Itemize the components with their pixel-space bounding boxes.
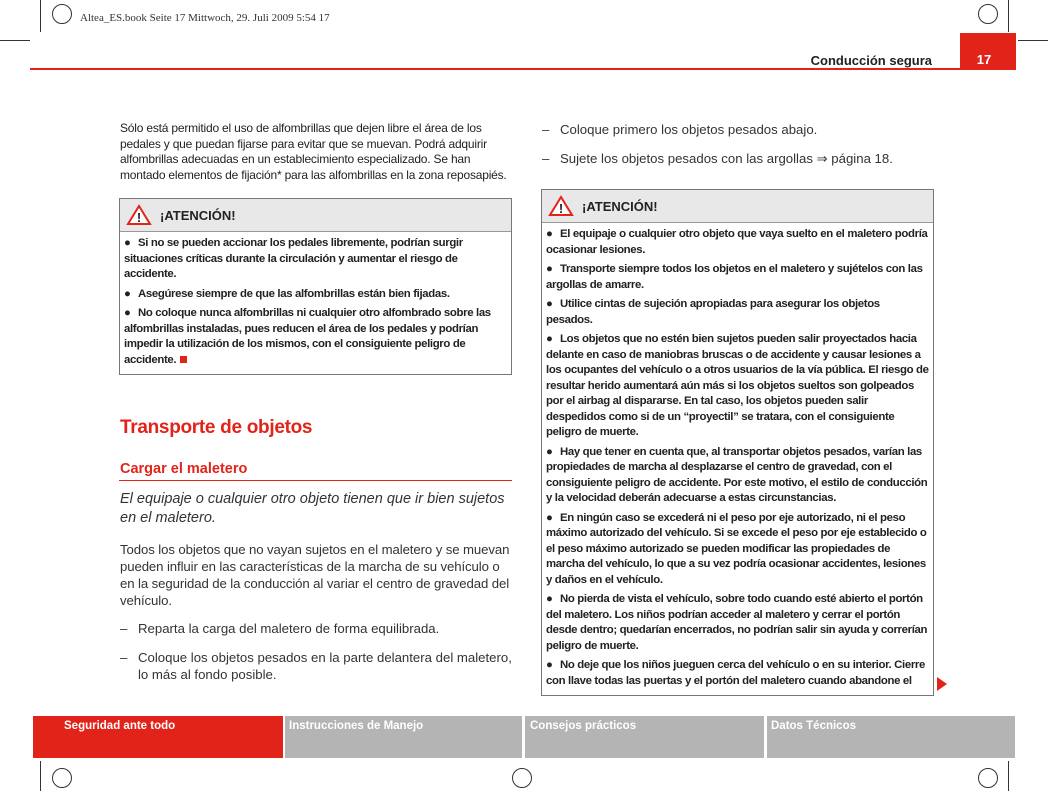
list-item: – Sujete los objetos pesados con las argollas ⇒ página 18. bbox=[542, 151, 893, 166]
list-item: – Coloque primero los objetos pesados abajo. bbox=[542, 122, 818, 137]
end-marker-icon bbox=[180, 356, 187, 363]
warning-item: ● No coloque nunca alfombrillas ni cualquier otro alfombrado sobre las alfombrillas instaladas, pues reducen el área de los pedales y podrían impedir la utilización de los mismos, con el consiguiente peligro de accidente. bbox=[124, 307, 491, 366]
body-paragraph: Todos los objetos que no vayan sujetos en el maletero y se muevan pueden influir en las características de la marcha de su vehículo o en la seguridad de la conducción al variar el centro de gravedad del vehículo. bbox=[120, 542, 510, 608]
warning-triangle-icon bbox=[126, 204, 152, 226]
warning-item: ● El equipaje o cualquier otro objeto que vaya suelto en el maletero podría ocasionar lesiones. bbox=[546, 228, 928, 256]
registration-mark-icon bbox=[52, 768, 72, 788]
section-heading: Transporte de objetos bbox=[120, 417, 313, 438]
print-slug: Altea_ES.book Seite 17 Mittwoch, 29. Juli 2009 5:54 17 bbox=[80, 12, 330, 24]
list-item: – Reparta la carga del maletero de forma equilibrada. bbox=[120, 621, 440, 636]
warning-box bbox=[119, 198, 512, 375]
page-number-text: 17 bbox=[976, 52, 992, 67]
lead-text: El equipaje o cualquier otro objeto tienen que ir bien sujetos en el maletero. bbox=[120, 491, 505, 526]
warning-item: ● Los objetos que no estén bien sujetos pueden salir proyectados hacia delante en caso de maniobras bruscas o de accidente y causar lesiones a los ocupantes del vehículo o a otros usuarios de la vía pública. El riesgo de resultar herido aumentará aún más si los objetos sueltos son golpeados por el airbag al dispararse. En tal caso, los objetos pueden salir despedidos como si de un “proyectil” se tratara, con el consiguiente peligro de muerte. bbox=[546, 333, 929, 438]
warning-item: ● No pierda de vista el vehículo, sobre todo cuando esté abierto el portón del maletero. Los niños podrían acceder al maletero y cerrar el portón desde dentro; quedarían encerrados, no podrían salir sin ayuda y correrían peligro de muerte. bbox=[546, 593, 928, 652]
crop-mark bbox=[40, 761, 41, 791]
svg-text:!: ! bbox=[558, 201, 564, 216]
warning-triangle-icon bbox=[548, 195, 574, 217]
crop-mark bbox=[1008, 761, 1009, 791]
subheading: Cargar el maletero bbox=[119, 461, 512, 481]
intro-paragraph: Sólo está permitido el uso de alfombrillas que dejen libre el área de los pedales y que puedan fijarse para evitar que se muevan. Podrá adquirir alfombrillas adecuadas en un establecimiento especializado. Se han montado elementos de fijación* para las alfombrillas en la zona reposapiés. bbox=[120, 121, 507, 182]
warning-item: ● En ningún caso se excederá ni el peso por eje autorizado, ni el peso máximo autorizado del vehículo. Si se excede el peso por eje establecido o el peso máximo autorizado se pueden modificar las propiedades de marcha del vehículo, lo que a su vez podría ocasionar accidentes, lesiones y daños en el vehículo. bbox=[546, 511, 927, 586]
footer-tabs bbox=[33, 716, 1048, 758]
footer-tab-instrucciones[interactable]: Instrucciones de Manejo bbox=[285, 716, 522, 758]
registration-mark-icon bbox=[978, 768, 998, 788]
right-column bbox=[541, 121, 934, 716]
warning-title: ¡ATENCIÓN! bbox=[582, 198, 658, 214]
left-column bbox=[119, 121, 512, 716]
warning-item: ● Asegúrese siempre de que las alfombrillas están bien fijadas. bbox=[124, 287, 450, 300]
warning-header bbox=[542, 190, 933, 223]
svg-text:!: ! bbox=[136, 210, 142, 225]
footer-tab-seguridad[interactable]: Seguridad ante todo bbox=[33, 716, 283, 758]
warning-item: ● Hay que tener en cuenta que, al transportar objetos pesados, varían las propiedades de marcha al desplazarse el centro de gravedad, con el consiguiente peligro de accidente. Por este motivo, el estilo de conducción y la velocidad deberán adecuarse a estas circunstancias. bbox=[546, 445, 928, 504]
footer-tab-datos[interactable]: Datos Técnicos bbox=[767, 716, 1015, 758]
warning-title: ¡ATENCIÓN! bbox=[160, 207, 236, 223]
registration-mark-icon bbox=[512, 768, 532, 788]
warning-item: ● Si no se pueden accionar los pedales libremente, podrían surgir situaciones críticas durante la circulación y aumentar el riesgo de accidente. bbox=[124, 237, 463, 280]
footer-tab-consejos[interactable]: Consejos prácticos bbox=[525, 716, 764, 758]
warning-header bbox=[120, 199, 511, 232]
warning-box bbox=[541, 189, 934, 696]
warning-item: ● No deje que los niños jueguen cerca del vehículo o en su interior. Cierre con llave todas las puertas y el portón del maletero cuando abandone el bbox=[546, 659, 925, 687]
section-title: Conducción segura bbox=[810, 53, 932, 68]
continue-arrow-icon bbox=[937, 677, 947, 691]
list-item: – Coloque los objetos pesados en la parte delantera del maletero, lo más al fondo posible. bbox=[120, 650, 512, 682]
warning-item: ● Transporte siempre todos los objetos en el maletero y sujételos con las argollas de amarre. bbox=[546, 263, 923, 291]
warning-item: ● Utilice cintas de sujeción apropiadas para asegurar los objetos pesados. bbox=[546, 298, 880, 326]
